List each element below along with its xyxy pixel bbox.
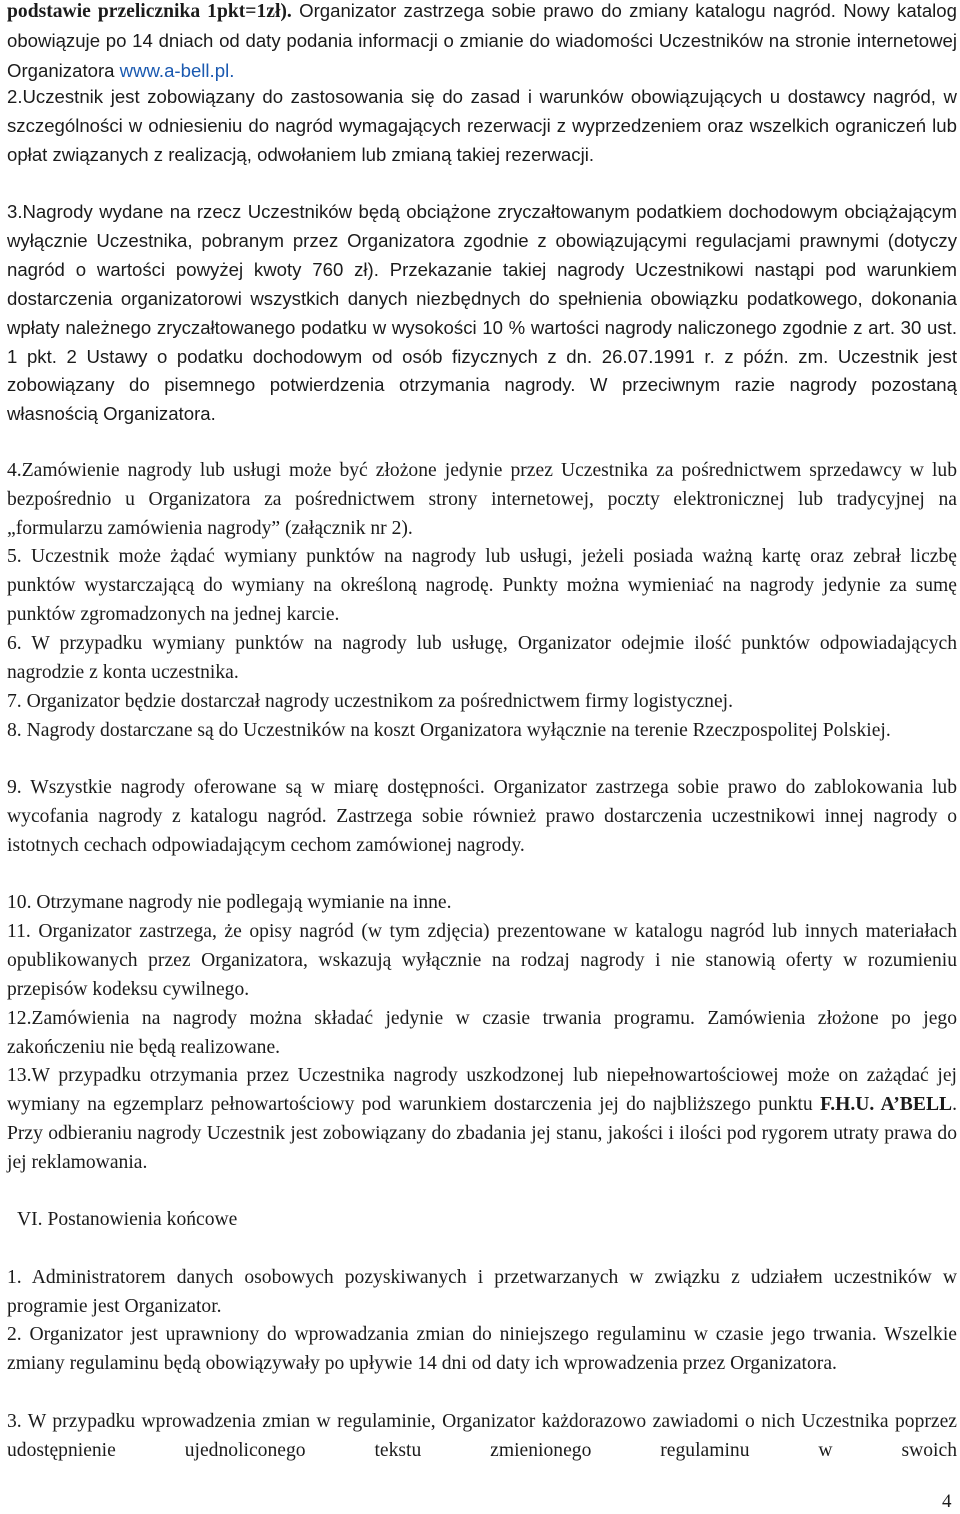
paragraph-item-11: 11. Organizator zastrzega, że opisy nagród (w tym zdjęcia) prezentowane w katalogu nagród lub innych materiałach opublikowanych przez Organizatora, wskazują wyłącznie na rodzaj nagrody i nie stanowią oferty w rozumieniu przepisów kodeksu cywilnego. (7, 921, 957, 1000)
paragraph-item-2: 2.Uczestnik jest zobowiązany do zastosowania się do zasad i warunków obowiązujących u dostawcy nagród, w szczególności w odniesieniu do nagród wymagających rezerwacji z wyprzedzeniem oraz wszelkich ograniczeń lub opłat związanych z realizacją, odwołaniem lub zmianą takiej rezerwacji. (7, 86, 957, 165)
paragraph-item-9: 9. Wszystkie nagrody oferowane są w miarę dostępności. Organizator zastrzega sobie prawo do zablokowania lub wycofania nagrody z katalogu nagród. Zastrzega sobie również prawo dostarczenia uczestnikowi innej nagrody o istotnych cechach odpowiadającym cechom zamówionej nagrody. (7, 777, 957, 856)
final-provision-2: 2. Organizator jest uprawniony do wprowadzania zmian do niniejszego regulaminu w czasie jego trwania. Wszelkie zmiany regulaminu będą obowiązywały po upływie 14 dni od daty ich wprowadzenia przez Organizatora. (7, 1324, 957, 1374)
paragraph-item-3: 3.Nagrody wydane na rzecz Uczestników będą obciążone zryczałtowanym podatkiem dochodowym obciążającym wyłącznie Uczestnika, pobranym przez Organizatora zgodnie z obowiązującymi regulacjami prawnymi (dotyczy nagród o wartości powyżej kwoty 760 zł). Przekazanie takiej nagrody Uczestnikowi nastąpi pod warunkiem dostarczenia organizatorowi wszystkich danych niezbędnych do spełnienia obowiązku podatkowego, dokonania wpłaty należnego zryczałtowanego podatku w wysokości 10 % wartości nagrody naliczonego zgodnie z art. 30 ust. 1 pkt. 2 Ustawy o podatku dochodowym od osób fizycznych z dn. 26.07.1991 r. z późn. zm. Uczestnik jest zobowiązany do pisemnego potwierdzenia otrzymania nagrody. W przeciwnym razie nagrody pozostaną własnością Organizatora. (7, 201, 957, 425)
section-heading: VI. Postanowienia końcowe (17, 1209, 238, 1230)
paragraph-item-5: 5. Uczestnik może żądać wymiany punktów na nagrody lub usługi, jeżeli posiada ważną kartę oraz zebrał liczbę punktów wystarczającą do wymiany na określoną nagrodę. Punkty można wymieniać na nagrody jedynie za sumę punktów zgromadzonych na jednej karcie. (7, 546, 957, 625)
paragraph-text: . Przy odbieraniu nagrody Uczestnik jest zobowiązany do zbadania jej stanu, jakości i ilości pod rygorem utraty prawa do jej reklamowania. (7, 1093, 957, 1173)
final-provision-1: 1. Administratorem danych osobowych pozyskiwanych i przetwarzanych w związku z udziałem uczestników w programie jest Organizator. (7, 1267, 957, 1317)
paragraph-item-10: 10. Otrzymane nagrody nie podlegają wymianie na inne. (7, 892, 452, 913)
paragraph-item-13 (7, 1062, 957, 1178)
paragraph-catalog-change (7, 0, 957, 87)
page-number: 4 (942, 1491, 952, 1512)
bold-lead: podstawie przelicznika 1pkt=1zł). (7, 1, 292, 22)
paragraph-item-6: 6. W przypadku wymiany punktów na nagrody lub usługę, Organizator odejmie ilość punktów odpowiadających nagrodzie z konta uczestnika. (7, 633, 957, 683)
company-name: F.H.U. A’BELL (820, 1093, 953, 1115)
paragraph-item-8: 8. Nagrody dostarczane są do Uczestników na koszt Organizatora wyłącznie na terenie Rzeczpospolitej Polskiej. (7, 720, 891, 741)
website-link[interactable]: www.a-bell.pl. (119, 59, 235, 81)
paragraph-item-12: 12.Zamówienia na nagrody można składać jedynie w czasie trwania programu. Zamówienia złożone po jego zakończeniu nie będą realizowane. (7, 1008, 957, 1058)
paragraph-text: 13.W przypadku otrzymania przez Uczestnika nagrody uszkodzonej lub niepełnowartościowej może on zażądać jej wymiany na egzemplarz pełnowartościowy pod warunkiem dostarczenia jej do najbliższego punktu (7, 1065, 957, 1115)
paragraph-item-7: 7. Organizator będzie dostarczał nagrody uczestnikom za pośrednictwem firmy logistycznej. (7, 691, 733, 712)
paragraph-item-4: 4.Zamówienie nagrody lub usługi może być złożone jedynie przez Uczestnika za pośrednictwem sprzedawcy w lub bezpośrednio u Organizatora za pośrednictwem strony internetowej, poczty elektronicznej lub tradycyjnej na „formularzu zamówienia nagrody” (załącznik nr 2). (7, 460, 957, 539)
final-provision-3: 3. W przypadku wprowadzenia zmian w regulaminie, Organizator każdorazowo zawiadomi o nich Uczestnika poprzez udostępnienie ujednoliconego tekstu zmienionego regulaminu w swoich (7, 1411, 957, 1461)
paragraph-text: Organizator zastrzega sobie prawo do zmiany katalogu nagród. Nowy katalog obowiązuje po 14 dniach od daty podania informacji o zmianie do wiadomości Uczestników na stronie internetowej Organizatora (7, 0, 957, 81)
